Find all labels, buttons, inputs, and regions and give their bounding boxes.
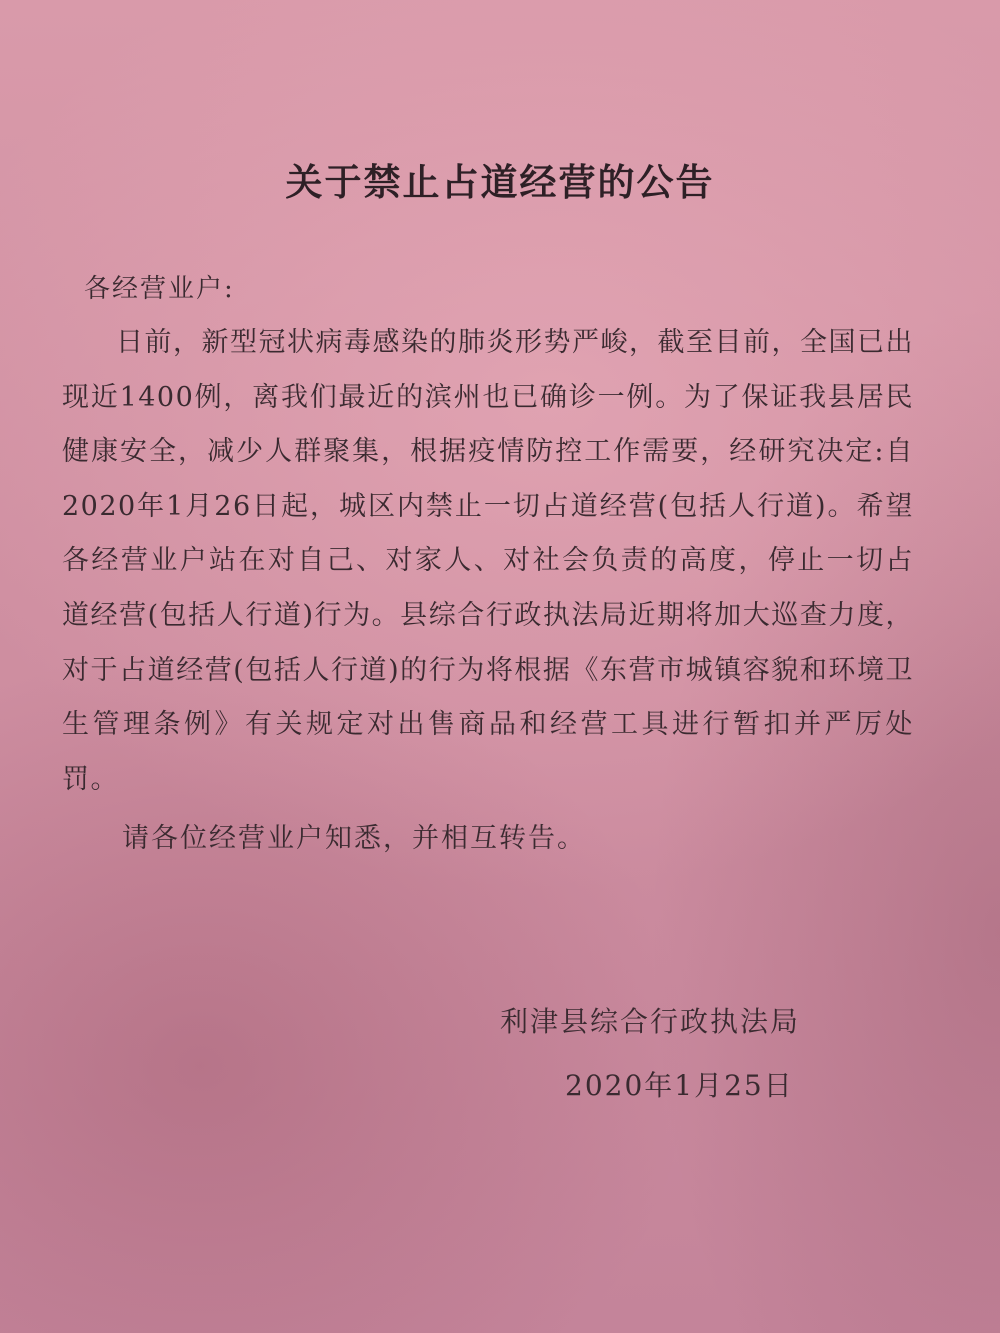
issue-date: 2020年1月25日 bbox=[565, 1069, 794, 1102]
closing-line: 请各位经营业户知悉，并相互转告。 bbox=[122, 823, 586, 854]
notice-body: 日前，新型冠状病毒感染的肺炎形势严峻，截至目前，全国已出现近1400例，离我们最近的滨州也已确诊一例。为了保证我县居民健康安全，减少人群聚集，根据疫情防控工作需要，经研究决定:自2020年1月26日起，城区内禁止一切占道经营(包括人行道)。希望各经营业户站在对自己、对家人、对社会负责的高度，停止一切占道经营(包括人行道)行为。县综合行政执法局近期将加大巡查力度，对于占道经营(包括人行道)的行为将根据《东营市城镇容貌和环境卫生管理条例》有关规定对出售商品和经营工具进行暂扣并严厉处罚。 bbox=[62, 327, 914, 795]
salutation: 各经营业户: bbox=[84, 274, 235, 304]
issuing-authority: 利津县综合行政执法局 bbox=[500, 1005, 801, 1038]
notice-title: 关于禁止占道经营的公告 bbox=[285, 160, 715, 204]
